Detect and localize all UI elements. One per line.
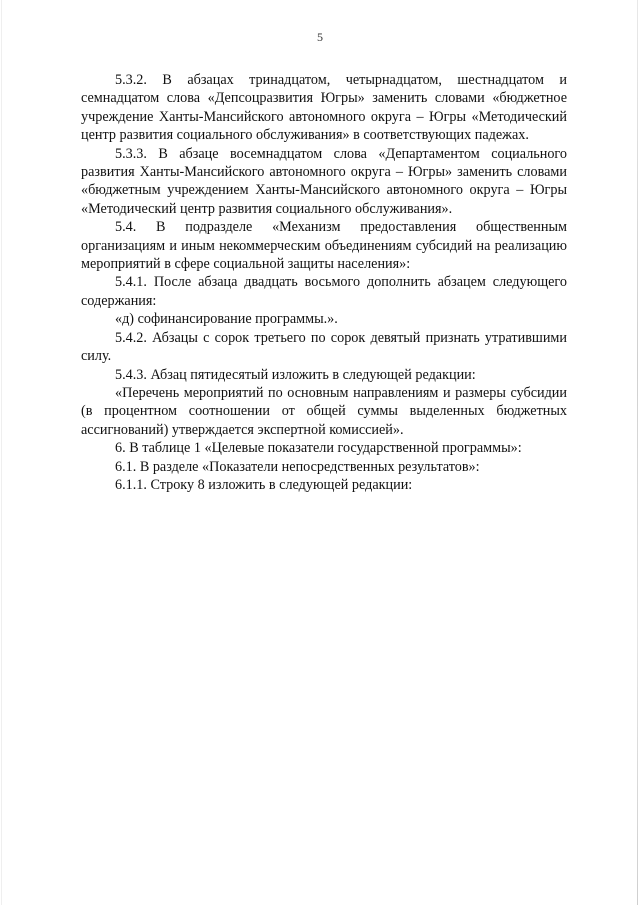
- paragraph-quote-d: «д) софинансирование программы.».: [115, 311, 338, 328]
- paragraph-5-4-2: 5.4.2. Абзацы с сорок третьего по сорок девятый признать утратившими силу.: [81, 329, 567, 365]
- paragraph-5-4-3: 5.4.3. Абзац пятидесятый изложить в следующей редакции:: [115, 366, 476, 383]
- paragraph-5-4-1: 5.4.1. После абзаца двадцать восьмого дополнить абзацем следующего содержания:: [81, 274, 567, 309]
- paragraph-6-1-1: 6.1.1. Строку 8 изложить в следующей редакции:: [115, 476, 413, 493]
- document-body: [81, 71, 567, 494]
- scan-edge-right: [637, 0, 638, 905]
- paragraph-quote-list: «Перечень мероприятий по основным направлениям и размеры субсидии (в процентном соотношении от общей суммы выделенных бюджетных ассигнований) утверждается экспертной комиссией».: [81, 384, 567, 438]
- paragraph-5-4: 5.4. В подразделе «Механизм предоставления общественным организациям и иным некоммерческим объединениям субсидий на реализацию мероприятий в сфере социальной защиты населения»:: [81, 219, 567, 273]
- paragraph-5-3-3: 5.3.3. В абзаце восемнадцатом слова «Департаментом социального развития Ханты-Мансийского автономного округа – Югры» заменить словами «бюджетным учреждением Ханты-Мансийского автономного округа – Югры «Методический центр развития социального обслуживания».: [81, 145, 567, 217]
- paragraph-6-1: 6.1. В разделе «Показатели непосредственных результатов»:: [115, 458, 480, 475]
- scan-edge-left: [1, 0, 2, 905]
- paragraph-5-3-2: 5.3.2. В абзацах тринадцатом, четырнадцатом, шестнадцатом и семнадцатом слова «Депсоцразвития Югры» заменить словами «бюджетное учреждение Ханты-Мансийского автономного округа – Югры «Методический центр развития социального обслуживания» в соответствующих падежах.: [81, 72, 567, 144]
- page-number: 5: [317, 30, 323, 44]
- paragraph-6: 6. В таблице 1 «Целевые показатели государственной программы»:: [115, 440, 522, 457]
